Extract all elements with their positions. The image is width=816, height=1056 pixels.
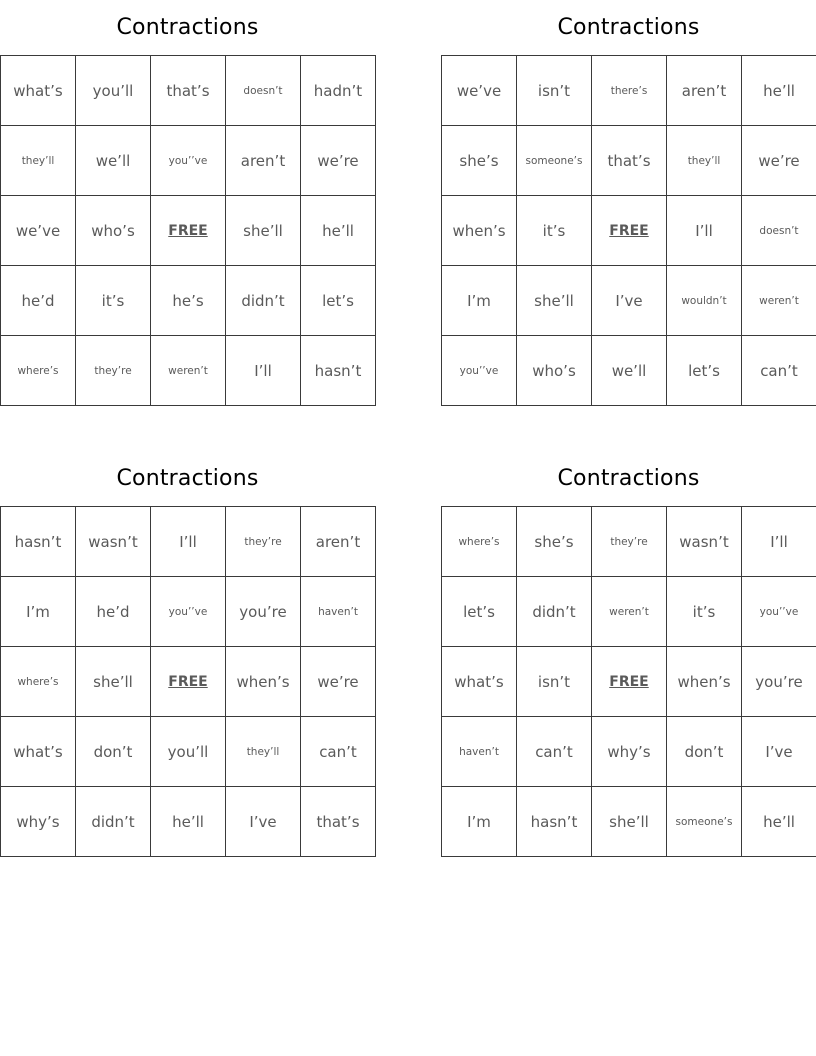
bingo-cell: we’ve <box>442 56 517 126</box>
bingo-cell: weren’t <box>151 336 226 406</box>
card-title: Contractions <box>557 466 700 491</box>
grid-row <box>442 507 816 577</box>
bingo-cell: wasn’t <box>667 507 742 577</box>
bingo-cell: someone’s <box>667 787 742 857</box>
bingo-cell: he’ll <box>301 196 376 266</box>
bingo-card <box>0 451 375 857</box>
bingo-cell: don’t <box>76 717 151 787</box>
grid-row <box>442 717 816 787</box>
grid-row <box>1 266 376 336</box>
bingo-cell: hasn’t <box>1 507 76 577</box>
grid-row <box>442 266 816 336</box>
bingo-cell: someone’s <box>517 126 592 196</box>
bingo-card <box>441 0 816 406</box>
grid-row <box>442 126 816 196</box>
bingo-cell: don’t <box>667 717 742 787</box>
bingo-cell: why’s <box>592 717 667 787</box>
free-space-cell: FREE <box>592 647 667 717</box>
bingo-cell: you’re <box>742 647 816 717</box>
bingo-cell: she’ll <box>517 266 592 336</box>
grid-row <box>1 507 376 577</box>
bingo-cell: I’ve <box>742 717 816 787</box>
bingo-cell: who’s <box>517 336 592 406</box>
bingo-cell: what’s <box>1 56 76 126</box>
bingo-grid <box>441 506 816 857</box>
bingo-cell: that’s <box>301 787 376 857</box>
bingo-cell: she’s <box>442 126 517 196</box>
free-space-cell: FREE <box>151 647 226 717</box>
bingo-cell: he’ll <box>151 787 226 857</box>
grid-row <box>442 56 816 126</box>
bingo-cell: can’t <box>742 336 816 406</box>
bingo-cell: it’s <box>517 196 592 266</box>
bingo-cell: you’ll <box>76 56 151 126</box>
bingo-cell: hasn’t <box>517 787 592 857</box>
bingo-cell: I’m <box>442 787 517 857</box>
bingo-cell: I’ll <box>742 507 816 577</box>
bingo-cell: they’ll <box>226 717 301 787</box>
grid-row <box>1 196 376 266</box>
bingo-cell: I’ll <box>226 336 301 406</box>
bingo-cell: they’ll <box>667 126 742 196</box>
bingo-cell: it’s <box>667 577 742 647</box>
bingo-cell: wouldn’t <box>667 266 742 336</box>
grid-row <box>442 577 816 647</box>
bingo-cell: let’s <box>301 266 376 336</box>
bingo-cell: they’re <box>226 507 301 577</box>
card-title: Contractions <box>557 15 700 40</box>
bingo-cell: why’s <box>1 787 76 857</box>
bingo-grid <box>0 55 376 406</box>
bingo-cell: you’re <box>226 577 301 647</box>
bingo-cell: we’ll <box>76 126 151 196</box>
grid-row <box>442 787 816 857</box>
bingo-cell: doesn’t <box>226 56 301 126</box>
bingo-grid <box>0 506 376 857</box>
bingo-cell: let’s <box>442 577 517 647</box>
bingo-cell: aren’t <box>301 507 376 577</box>
bingo-cell: doesn’t <box>742 196 816 266</box>
bingo-cell: haven’t <box>442 717 517 787</box>
bingo-cell: that’s <box>592 126 667 196</box>
bingo-cell: we’re <box>301 647 376 717</box>
bingo-cell: when’s <box>442 196 517 266</box>
bingo-cell: they’re <box>76 336 151 406</box>
grid-row <box>1 647 376 717</box>
bingo-cell: they’ll <box>1 126 76 196</box>
bingo-cell: where’s <box>1 336 76 406</box>
bingo-cell: I’m <box>442 266 517 336</box>
bingo-cell: weren’t <box>742 266 816 336</box>
bingo-cell: that’s <box>151 56 226 126</box>
bingo-cell: when’s <box>226 647 301 717</box>
grid-row <box>1 717 376 787</box>
bingo-cell: wasn’t <box>76 507 151 577</box>
free-space-cell: FREE <box>592 196 667 266</box>
bingo-cell: hasn’t <box>301 336 376 406</box>
bingo-cell: didn’t <box>76 787 151 857</box>
grid-row <box>442 647 816 717</box>
grid-row <box>1 787 376 857</box>
bingo-cell: we’re <box>742 126 816 196</box>
bingo-cell: let’s <box>667 336 742 406</box>
bingo-cell: what’s <box>1 717 76 787</box>
bingo-cell: when’s <box>667 647 742 717</box>
bingo-cell: where’s <box>1 647 76 717</box>
bingo-cell: haven’t <box>301 577 376 647</box>
grid-row <box>1 56 376 126</box>
grid-row <box>442 336 816 406</box>
card-title: Contractions <box>116 466 259 491</box>
bingo-cell: she’ll <box>592 787 667 857</box>
bingo-cell: we’re <box>301 126 376 196</box>
bingo-cell: he’ll <box>742 787 816 857</box>
bingo-cell: what’s <box>442 647 517 717</box>
bingo-cell: can’t <box>517 717 592 787</box>
bingo-cell: aren’t <box>667 56 742 126</box>
grid-row <box>1 126 376 196</box>
bingo-card <box>0 0 375 406</box>
bingo-cell: they’re <box>592 507 667 577</box>
grid-row <box>1 336 376 406</box>
bingo-cell: isn’t <box>517 647 592 717</box>
bingo-cell: didn’t <box>226 266 301 336</box>
bingo-cell: I’ll <box>151 507 226 577</box>
bingo-cell: it’s <box>76 266 151 336</box>
bingo-cell: aren’t <box>226 126 301 196</box>
bingo-cell: I’ll <box>667 196 742 266</box>
bingo-cell: she’ll <box>76 647 151 717</box>
bingo-cell: there’s <box>592 56 667 126</box>
bingo-cell: he’d <box>76 577 151 647</box>
bingo-cell: where’s <box>442 507 517 577</box>
card-title: Contractions <box>116 15 259 40</box>
grid-row <box>1 577 376 647</box>
bingo-cell: you’’ve <box>442 336 517 406</box>
bingo-cell: hadn’t <box>301 56 376 126</box>
bingo-cell: I’ve <box>592 266 667 336</box>
free-space-cell: FREE <box>151 196 226 266</box>
bingo-cell: I’ve <box>226 787 301 857</box>
bingo-cell: you’ll <box>151 717 226 787</box>
bingo-cell: weren’t <box>592 577 667 647</box>
bingo-cell: didn’t <box>517 577 592 647</box>
bingo-cell: isn’t <box>517 56 592 126</box>
grid-row <box>442 196 816 266</box>
bingo-cell: can’t <box>301 717 376 787</box>
bingo-card <box>441 451 816 857</box>
bingo-cell: he’d <box>1 266 76 336</box>
bingo-cell: who’s <box>76 196 151 266</box>
bingo-cell: he’ll <box>742 56 816 126</box>
bingo-grid <box>441 55 816 406</box>
bingo-cell: you’’ve <box>151 577 226 647</box>
bingo-cell: I’m <box>1 577 76 647</box>
bingo-cell: you’’ve <box>151 126 226 196</box>
bingo-cell: you’’ve <box>742 577 816 647</box>
bingo-cell: we’ve <box>1 196 76 266</box>
bingo-cell: he’s <box>151 266 226 336</box>
bingo-cell: she’s <box>517 507 592 577</box>
bingo-cell: she’ll <box>226 196 301 266</box>
bingo-cell: we’ll <box>592 336 667 406</box>
